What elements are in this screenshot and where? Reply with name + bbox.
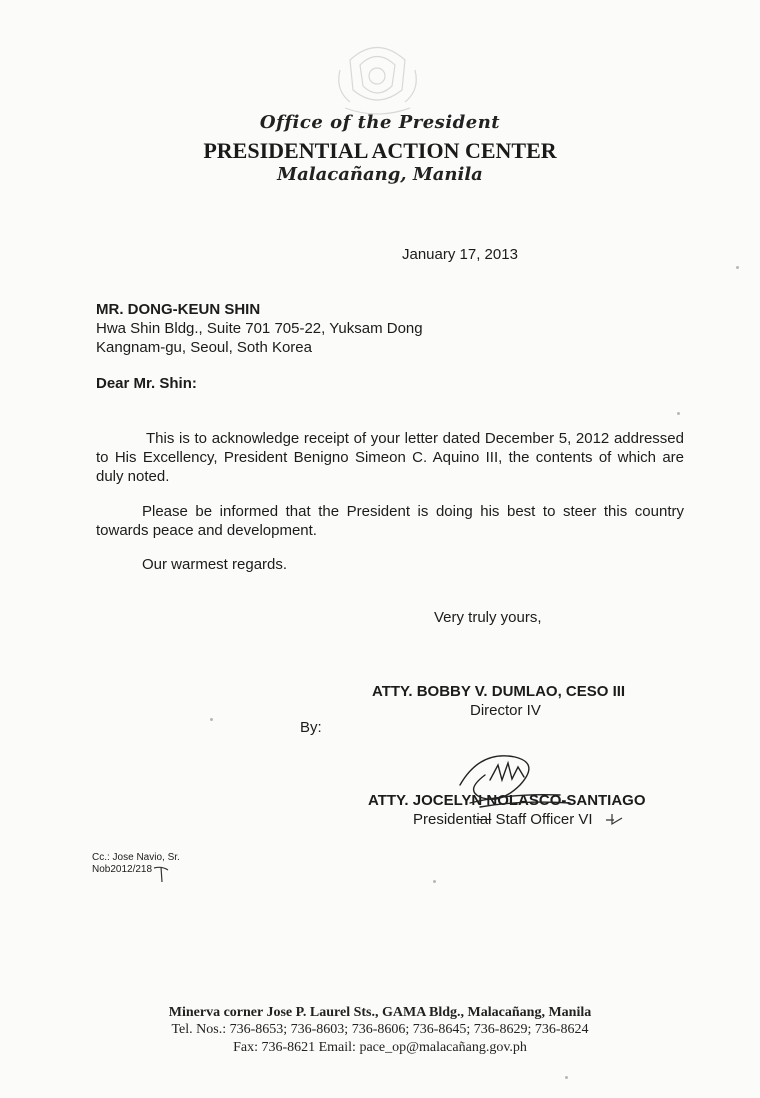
scan-speck xyxy=(210,718,213,721)
signer-2-title-part-2: Staff Officer VI xyxy=(491,811,593,828)
signer-1-name: ATTY. BOBBY V. DUMLAO, CESO III xyxy=(372,683,626,700)
body-paragraph-2: Please be informed that the President is doing his best to steer this country towards peace and development. xyxy=(96,503,684,539)
signer-2-name: ATTY. JOCELYN NOLASCO-SANTIAGO xyxy=(368,792,646,809)
body-paragraph-1: This is to acknowledge receipt of your letter dated December 5, 2012 addressed to His Excellency, President Benigno Simeon C. Aquino III, the contents of which are duly noted. xyxy=(96,430,684,485)
letter-date: January 17, 2013 xyxy=(402,246,518,263)
center-name: PRESIDENTIAL ACTION CENTER xyxy=(203,138,557,163)
presidential-seal-icon xyxy=(330,30,425,118)
regards-line: Our warmest regards. xyxy=(142,556,288,573)
signer-2-title-part-1: President xyxy=(413,811,477,828)
address-line-2: Kangnam-gu, Seoul, Soth Korea xyxy=(96,339,312,356)
initial-mark-icon xyxy=(152,862,172,884)
footer-telephone: Tel. Nos.: 736-8653; 736-8603; 736-8606; 736-8645; 736-8629; 736-8624 xyxy=(171,1022,589,1037)
footer-fax-email: Fax: 736-8621 Email: pace_op@malacañang.gov.ph xyxy=(233,1040,527,1055)
scan-speck xyxy=(565,1076,568,1079)
signature-icon xyxy=(440,745,580,815)
by-label: By: xyxy=(300,719,322,736)
scan-speck xyxy=(677,412,680,415)
scan-speck xyxy=(433,880,436,883)
footer-address: Minerva corner Jose P. Laurel Sts., GAMA Bldg., Malacañang, Manila xyxy=(168,1005,592,1020)
signer-2-title-struck: ial xyxy=(476,811,492,828)
addressee-name: MR. DONG-KEUN SHIN xyxy=(96,301,261,318)
letterhead-location: Malacañang, Manila xyxy=(277,164,483,185)
closing-line: Very truly yours, xyxy=(434,609,542,626)
signer-1-title: Director IV xyxy=(470,702,541,719)
scan-speck xyxy=(736,266,739,269)
salutation: Dear Mr. Shin: xyxy=(96,375,197,392)
address-line-1: Hwa Shin Bldg., Suite 701 705-22, Yuksam Dong xyxy=(96,320,423,337)
reference-number: Nob2012/218 xyxy=(92,864,153,875)
office-name: Office of the President xyxy=(259,112,501,133)
cc-line: Cc.: Jose Navio, Sr. xyxy=(92,852,180,863)
check-mark-icon xyxy=(604,812,626,826)
